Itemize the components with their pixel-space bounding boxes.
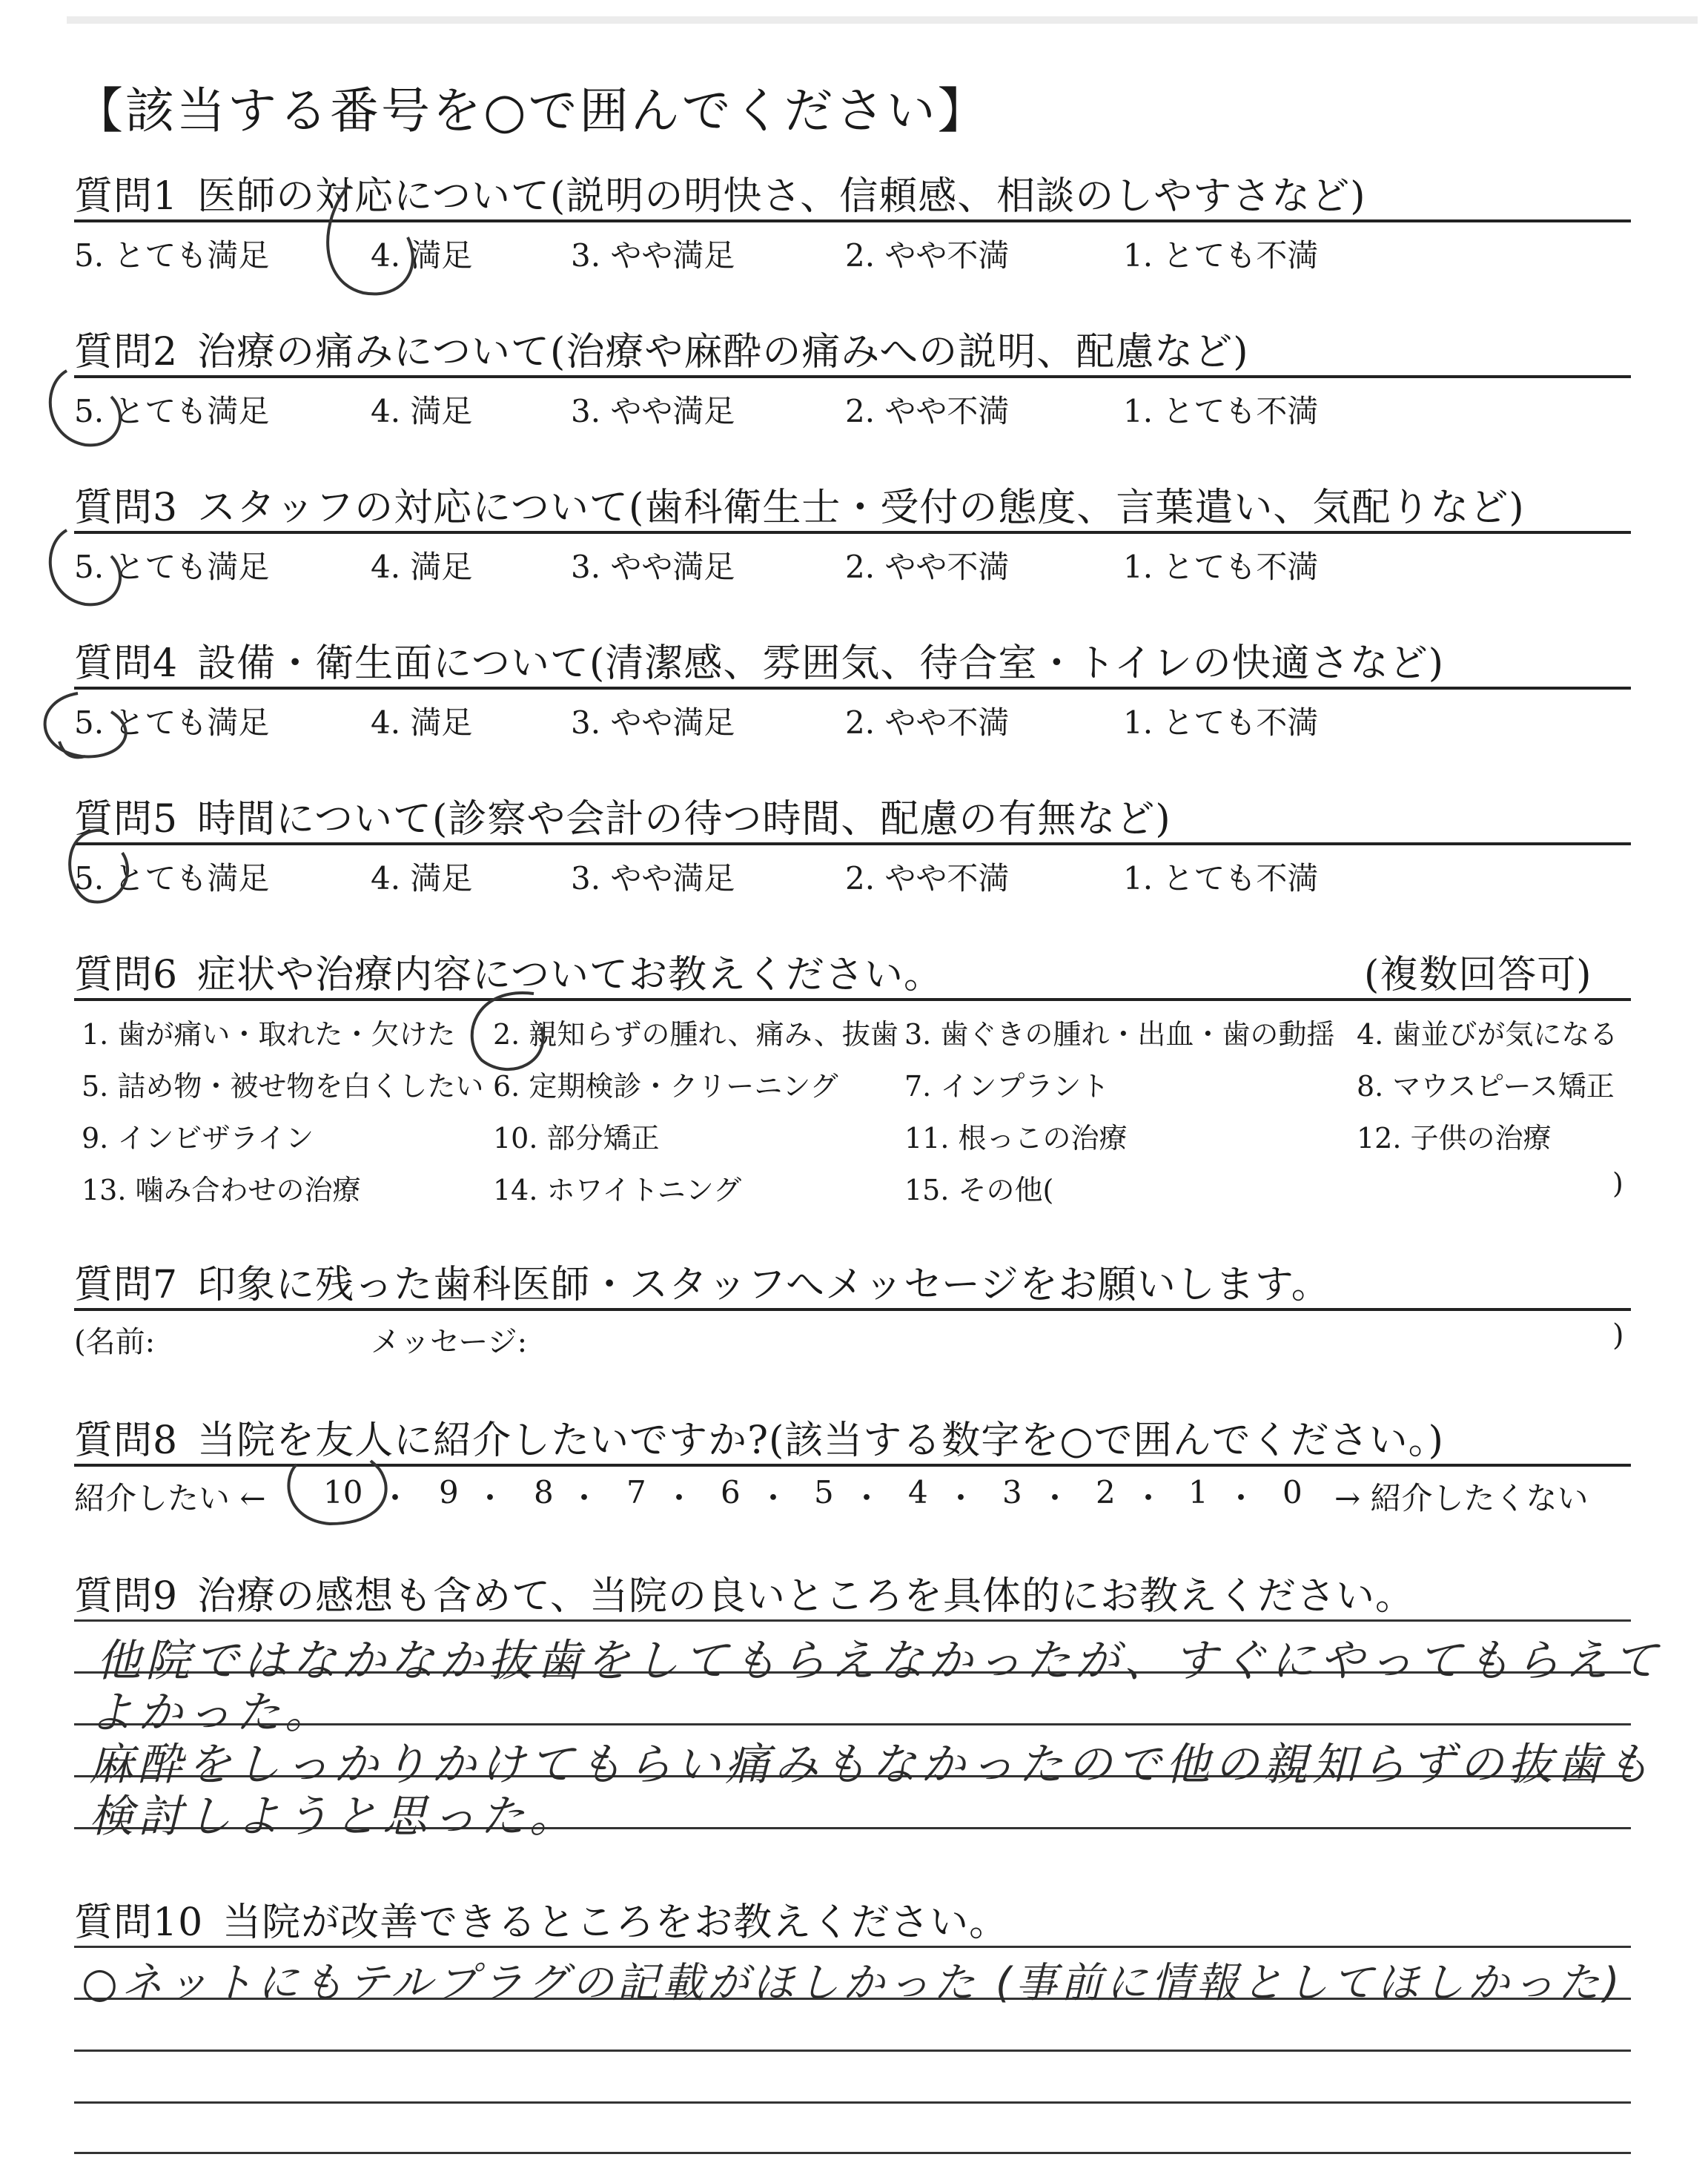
question-text: 治療の感想も含めて、当院の良いところを具体的にお教えください。	[197, 1574, 1415, 1619]
answer-line	[74, 1946, 1631, 1948]
option-4[interactable]: 4. 満足	[371, 549, 473, 585]
symptom-item-15[interactable]: 15. その他(	[904, 1174, 1054, 1206]
option-5[interactable]: 5. とても満足	[74, 704, 270, 741]
symptom-item-12[interactable]: 12. 子供の治療	[1357, 1122, 1552, 1155]
symptom-item-14[interactable]: 14. ホワイトニング	[493, 1174, 742, 1206]
question-6	[74, 943, 1631, 1206]
symptom-item-8[interactable]: 8. マウスピース矯正	[1357, 1070, 1615, 1103]
scale-dot: ・	[380, 1480, 411, 1516]
question-number: 質問7	[74, 1263, 179, 1307]
scale-7[interactable]: 7	[626, 1474, 646, 1510]
question-text: 時間について(診察や会計の待つ時間、配慮の有無など)	[197, 797, 1171, 842]
multiple-answer-note: (複数回答可)	[1364, 953, 1592, 997]
question-text: 当院を友人に紹介したいですか?(該当する数字を○で囲んでください。)	[197, 1418, 1444, 1463]
page-heading: 【該当する番号を○で囲んでください】	[74, 82, 989, 139]
scale-10[interactable]: 10	[323, 1474, 363, 1510]
option-4[interactable]: 4. 満足	[371, 704, 473, 741]
scale-9[interactable]: 9	[439, 1474, 459, 1510]
option-3[interactable]: 3. やや満足	[571, 549, 735, 585]
question-text: スタッフの対応について(歯科衛生士・受付の態度、言葉遣い、気配りなど)	[197, 486, 1525, 530]
rating-options	[74, 387, 1631, 432]
message-row	[74, 1318, 1631, 1363]
option-5[interactable]: 5. とても満足	[74, 237, 270, 274]
option-3[interactable]: 3. やや満足	[571, 704, 735, 741]
question-rule	[74, 531, 1631, 534]
symptom-item-9[interactable]: 9. インビザライン	[82, 1122, 314, 1155]
scale-8[interactable]: 8	[534, 1474, 554, 1510]
question-text: 当院が改善できるところをお教えください。	[222, 1900, 1009, 1945]
option-5[interactable]: 5. とても満足	[74, 860, 270, 896]
scale-dot: ・	[474, 1480, 506, 1516]
symptom-item-2[interactable]: 2. 親知らずの腫れ、痛み、抜歯	[493, 1018, 898, 1051]
answer-line	[74, 2152, 1631, 2154]
symptom-item-10[interactable]: 10. 部分矯正	[493, 1122, 660, 1155]
scale-0[interactable]: 0	[1282, 1474, 1302, 1510]
rating-options	[74, 698, 1631, 743]
option-2[interactable]: 2. やや不満	[845, 704, 1010, 741]
option-1[interactable]: 1. とても不満	[1123, 393, 1319, 429]
question-number: 質問8	[74, 1418, 179, 1463]
question-number: 質問2	[74, 330, 179, 374]
scale-dot: ・	[945, 1480, 977, 1516]
symptom-item-1[interactable]: 1. 歯が痛い・取れた・欠けた	[82, 1018, 456, 1051]
question-number: 質問4	[74, 641, 179, 686]
rating-options	[74, 854, 1631, 899]
scale-dot: ・	[663, 1480, 695, 1516]
question-rule	[74, 1308, 1631, 1311]
question-number: 質問3	[74, 486, 179, 530]
question-rule	[74, 375, 1631, 378]
scale-1[interactable]: 1	[1188, 1474, 1208, 1510]
question-number: 質問6	[74, 953, 179, 997]
scale-dot: ・	[1133, 1480, 1165, 1516]
symptom-item-3[interactable]: 3. 歯ぐきの腫れ・出血・歯の動揺	[904, 1018, 1335, 1051]
symptom-item-6[interactable]: 6. 定期検診・クリーニング	[493, 1070, 838, 1103]
question-7	[74, 1253, 1631, 1359]
question-8	[74, 1409, 1631, 1516]
option-4[interactable]: 4. 満足	[371, 860, 473, 896]
handwritten-answer-line: 他院ではなかなか抜歯をしてもらえなかったが、すぐにやってもらえて	[96, 1635, 1662, 1687]
option-1[interactable]: 1. とても不満	[1123, 704, 1319, 741]
question-text: 印象に残った歯科医師・スタッフへメッセージをお願いします。	[197, 1263, 1331, 1307]
symptom-item-7[interactable]: 7. インプラント	[904, 1070, 1110, 1103]
name-label: (名前:	[74, 1325, 156, 1359]
scale-right-label: → 紹介したくない	[1334, 1480, 1589, 1516]
scale-2[interactable]: 2	[1096, 1474, 1116, 1510]
answer-line	[74, 1619, 1631, 1622]
handwritten-answer-line: 麻酔をしっかりかけてもらい痛みもなかったので他の親知らずの抜歯も	[89, 1739, 1655, 1791]
question-rule	[74, 219, 1631, 222]
symptom-item-5[interactable]: 5. 詰め物・被せ物を白くしたい	[82, 1070, 484, 1103]
option-2[interactable]: 2. やや不満	[845, 393, 1010, 429]
other-close-paren: )	[1612, 1167, 1623, 1200]
handwritten-answer-line: ○ネットにもテルプラグの記載がほしかった (事前に情報としてほしかった)	[82, 1959, 1623, 2007]
option-4[interactable]: 4. 満足	[371, 237, 473, 274]
handwritten-answer-line: よかった。	[89, 1687, 334, 1739]
question-rule	[74, 1464, 1631, 1467]
scale-left-label: 紹介したい ←	[74, 1480, 266, 1516]
option-5[interactable]: 5. とても満足	[74, 393, 270, 429]
symptom-item-11[interactable]: 11. 根っこの治療	[904, 1122, 1128, 1155]
question-text: 症状や治療内容についてお教えください。	[197, 953, 944, 997]
recommend-scale	[74, 1474, 1631, 1519]
scale-dot: ・	[1225, 1480, 1257, 1516]
question-rule	[74, 842, 1631, 845]
question-rule	[74, 998, 1631, 1001]
option-2[interactable]: 2. やや不満	[845, 549, 1010, 585]
handwritten-answer-line: 検討しようと思った。	[89, 1791, 578, 1843]
symptom-item-13[interactable]: 13. 噛み合わせの治療	[82, 1174, 361, 1206]
option-4[interactable]: 4. 満足	[371, 393, 473, 429]
question-text: 治療の痛みについて(治療や麻酔の痛みへの説明、配慮など)	[197, 330, 1249, 374]
rating-options	[74, 231, 1631, 276]
answer-line	[74, 2101, 1631, 2104]
scale-dot: ・	[569, 1480, 600, 1516]
question-5	[74, 787, 1631, 896]
question-number: 質問9	[74, 1574, 179, 1619]
scale-5[interactable]: 5	[814, 1474, 834, 1510]
option-5[interactable]: 5. とても満足	[74, 549, 270, 585]
scale-dot: ・	[1039, 1480, 1071, 1516]
option-2[interactable]: 2. やや不満	[845, 860, 1010, 896]
scale-6[interactable]: 6	[721, 1474, 741, 1510]
question-2	[74, 320, 1631, 429]
rating-options	[74, 543, 1631, 587]
option-1[interactable]: 1. とても不満	[1123, 860, 1319, 896]
option-1[interactable]: 1. とても不満	[1123, 549, 1319, 585]
question-4	[74, 632, 1631, 741]
option-3[interactable]: 3. やや満足	[571, 393, 735, 429]
question-rule	[74, 687, 1631, 690]
answer-line	[74, 2050, 1631, 2052]
symptom-item-4[interactable]: 4. 歯並びが気になる	[1357, 1018, 1618, 1051]
option-2[interactable]: 2. やや不満	[845, 237, 1010, 274]
question-text: 医師の対応について(説明の明快さ、信頼感、相談のしやすさなど)	[197, 174, 1366, 219]
question-number: 質問5	[74, 797, 179, 842]
message-label: メッセージ:	[371, 1325, 528, 1359]
question-3	[74, 476, 1631, 585]
scale-dot: ・	[758, 1480, 790, 1516]
question-number: 質問1	[74, 174, 179, 219]
question-text: 設備・衛生面について(清潔感、雰囲気、待合室・トイレの快適さなど)	[197, 641, 1445, 686]
scale-dot: ・	[851, 1480, 883, 1516]
scan-edge	[67, 16, 1698, 24]
scale-3[interactable]: 3	[1002, 1474, 1022, 1510]
message-close-paren: )	[1612, 1318, 1624, 1353]
scale-4[interactable]: 4	[908, 1474, 928, 1510]
option-3[interactable]: 3. やや満足	[571, 860, 735, 896]
option-1[interactable]: 1. とても不満	[1123, 237, 1319, 274]
question-number: 質問10	[74, 1900, 204, 1945]
option-3[interactable]: 3. やや満足	[571, 237, 735, 274]
question-10	[74, 1891, 1631, 1945]
